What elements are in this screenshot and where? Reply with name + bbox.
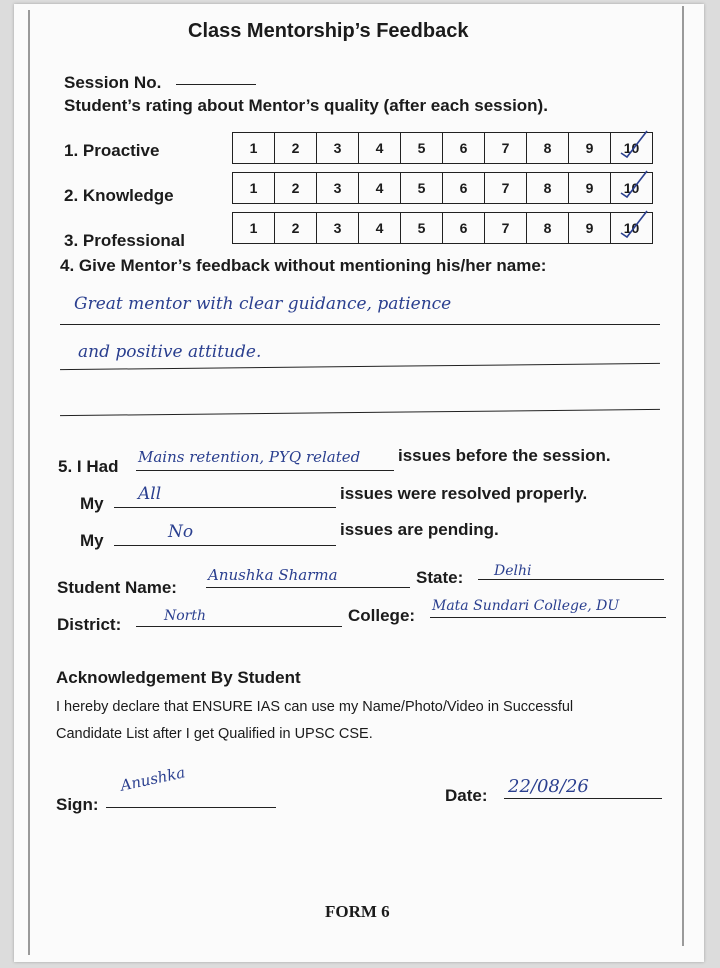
sign-label: Sign: <box>56 795 99 814</box>
college-value[interactable]: Mata Sundari College, DU <box>432 598 620 614</box>
q5-pending-suffix: issues are pending. <box>340 520 499 539</box>
rating-cell[interactable]: 9 <box>569 213 611 243</box>
rating-cell[interactable]: 2 <box>275 173 317 203</box>
ack-line-1: I hereby declare that ENSURE IAS can use my Name/Photo/Video in Successful <box>56 699 574 715</box>
q5-had-suffix: issues before the session. <box>398 446 611 465</box>
rating-cell[interactable]: 4 <box>359 173 401 203</box>
form-number: FORM 6 <box>325 902 390 921</box>
rating-cell[interactable]: 7 <box>485 213 527 243</box>
rating-cell-selected[interactable]: 10 <box>611 173 652 203</box>
rating-cell[interactable]: 5 <box>401 173 443 203</box>
state-label: State: <box>416 568 464 587</box>
rating-cell[interactable]: 2 <box>275 213 317 243</box>
rating-cell[interactable]: 7 <box>485 173 527 203</box>
rating-cell[interactable]: 8 <box>527 173 569 203</box>
rating-label-professional: 3. Professional <box>64 231 185 250</box>
checkmark-icon <box>617 207 653 243</box>
rating-cell[interactable]: 2 <box>275 133 317 163</box>
rating-label-knowledge: 2. Knowledge <box>64 186 174 205</box>
issues-resolved-value[interactable]: All <box>138 484 162 504</box>
form-title: Class Mentorship’s Feedback <box>188 20 469 42</box>
rating-cell-selected[interactable]: 10 <box>611 133 652 163</box>
date-label: Date: <box>445 786 488 805</box>
checkmark-icon <box>617 167 653 203</box>
rating-cell[interactable]: 7 <box>485 133 527 163</box>
student-name-line <box>206 587 410 588</box>
rating-cell[interactable]: 3 <box>317 133 359 163</box>
rating-scale-proactive <box>232 132 653 164</box>
ack-heading: Acknowledgement By Student <box>56 668 301 687</box>
student-name-value[interactable]: Anushka Sharma <box>208 566 338 584</box>
district-value[interactable]: North <box>164 608 207 624</box>
rating-cell[interactable]: 6 <box>443 213 485 243</box>
district-line <box>136 626 342 627</box>
signature-line <box>106 807 276 808</box>
rating-cell-selected[interactable]: 10 <box>611 213 652 243</box>
rating-cell[interactable]: 4 <box>359 213 401 243</box>
rating-cell[interactable]: 3 <box>317 213 359 243</box>
state-value[interactable]: Delhi <box>494 563 532 579</box>
rating-scale-professional <box>232 212 653 244</box>
rating-cell[interactable]: 6 <box>443 173 485 203</box>
college-line <box>430 617 666 618</box>
rating-cell[interactable]: 9 <box>569 173 611 203</box>
student-name-label: Student Name: <box>57 578 177 597</box>
rating-cell[interactable]: 1 <box>233 213 275 243</box>
rating-cell[interactable]: 5 <box>401 133 443 163</box>
rating-cell[interactable]: 1 <box>233 173 275 203</box>
date-line <box>504 798 662 799</box>
rating-cell[interactable]: 9 <box>569 133 611 163</box>
rating-intro: Student’s rating about Mentor’s quality (after each session). <box>64 96 548 115</box>
rating-cell[interactable]: 5 <box>401 213 443 243</box>
rating-cell[interactable]: 8 <box>527 133 569 163</box>
rating-cell[interactable]: 3 <box>317 173 359 203</box>
signature-value[interactable]: Anushka <box>118 763 187 795</box>
feedback-rule-1 <box>60 324 660 325</box>
rating-scale-knowledge <box>232 172 653 204</box>
issues-pending-value[interactable]: No <box>168 522 194 542</box>
rating-label-proactive: 1. Proactive <box>64 141 160 160</box>
session-label: Session No. <box>64 73 162 92</box>
rating-cell[interactable]: 4 <box>359 133 401 163</box>
feedback-line-1[interactable]: Great mentor with clear guidance, patience <box>74 294 452 314</box>
issues-resolved-line <box>114 507 336 508</box>
rating-cell[interactable]: 1 <box>233 133 275 163</box>
session-number-line <box>176 84 256 85</box>
left-border-line <box>28 10 30 955</box>
rating-cell[interactable]: 6 <box>443 133 485 163</box>
district-label: District: <box>57 615 122 634</box>
feedback-line-2[interactable]: and positive attitude. <box>78 342 262 362</box>
ack-line-2: Candidate List after I get Qualified in UPSC CSE. <box>56 726 373 742</box>
issues-had-line <box>136 470 394 471</box>
pending-my-label: My <box>80 531 104 550</box>
q5-prefix: 5. I Had <box>58 457 119 476</box>
issues-had-value[interactable]: Mains retention, PYQ related <box>138 448 361 466</box>
college-label: College: <box>348 606 416 625</box>
state-line <box>478 579 664 580</box>
date-value[interactable]: 22/08/26 <box>508 776 589 797</box>
checkmark-icon <box>617 127 653 163</box>
q4-label: 4. Give Mentor’s feedback without mentioning his/her name: <box>60 256 547 275</box>
q5-resolved-suffix: issues were resolved properly. <box>340 484 588 503</box>
resolved-my-label: My <box>80 494 104 513</box>
rating-cell[interactable]: 8 <box>527 213 569 243</box>
right-border-line <box>682 6 684 946</box>
issues-pending-line <box>114 545 336 546</box>
